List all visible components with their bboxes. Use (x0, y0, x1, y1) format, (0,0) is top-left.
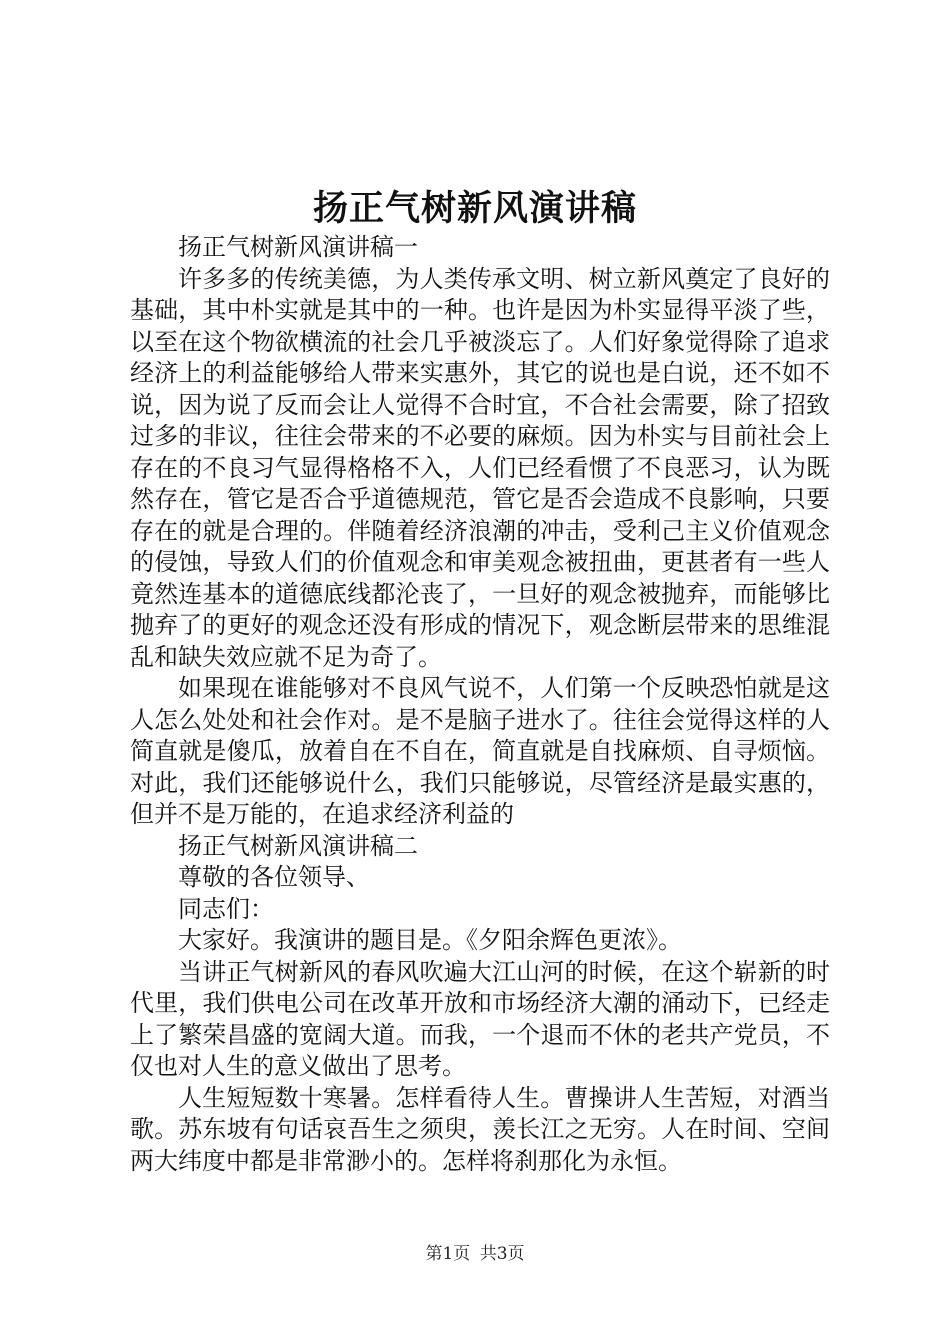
paragraph: 扬正气树新风演讲稿二 (178, 831, 418, 860)
paragraph: 人生短短数十寒暑。怎样看待人生。曹操讲人生苦短，对酒当歌。苏东坡有句话哀吾生之须臾，羡长江之无穷。人在时间、空间两大纬度中都是非常渺小的。怎样将刹那化为永恒。 (130, 1083, 830, 1175)
paragraph: 同志们： (178, 894, 274, 923)
paragraph: 扬正气树新风演讲稿一 (178, 233, 418, 261)
paragraph: 许多多的传统美德，为人类传承文明、树立新风奠定了良好的基础，其中朴实就是其中的一种。也许是因为朴实显得平淡了些，以至在这个物欲横流的社会几乎被淡忘了。人们好象觉得除了追求经济上的利益能够给人带来实惠外，其它的说也是白说，还不如不说，因为说了反而会让人觉得不合时宜，不合社会需要，除了招致过多的非议，往往会带来的不必要的麻烦。因为朴实与目前社会上存在的不良习气显得格格不入，人们已经看惯了不良恶习，认为既然存在，管它是否合乎道德规范，管它是否会造成不良影响，只要存在的就是合理的。伴随着经济浪潮的冲击，受利己主义价值观念的侵蚀，导致人们的价值观念和审美观念被扭曲，更甚者有一些人竟然连基本的道德底线都沦丧了，一旦好的观念被抛弃，而能够比抛弃了的更好的观念还没有形成的情况下，观念断层带来的思维混乱和缺失效应就不足为奇了。 (130, 264, 830, 671)
page-number: 第1页 (425, 1244, 471, 1264)
paragraph: 当讲正气树新风的春风吹遍大江山河的时候，在这个崭新的时代里，我们供电公司在改革开放和市场经济大潮的涌动下，已经走上了繁荣昌盛的宽阔大道。而我，一个退而不休的老共产党员，不仅也对人生的意义做出了思考。 (130, 957, 830, 1080)
page-footer (0, 1243, 950, 1265)
document-title: 扬正气树新风演讲稿 (312, 188, 637, 229)
paragraph: 尊敬的各位领导、 (178, 863, 370, 891)
page-total: 共3页 (479, 1244, 525, 1264)
document-body (130, 232, 830, 1177)
paragraph: 如果现在谁能够对不良风气说不，人们第一个反映恐怕就是这人怎么处处和社会作对。是不是脑子进水了。往往会觉得这样的人简直就是傻瓜，放着自在不自在，简直就是自找麻烦、自寻烦恼。对此，我们还能够说什么，我们只能够说，尽管经济是最实惠的，但并不是万能的，在追求经济利益的 (130, 674, 830, 828)
paragraph: 大家好。我演讲的题目是。《夕阳余辉色更浓》。 (178, 926, 682, 954)
